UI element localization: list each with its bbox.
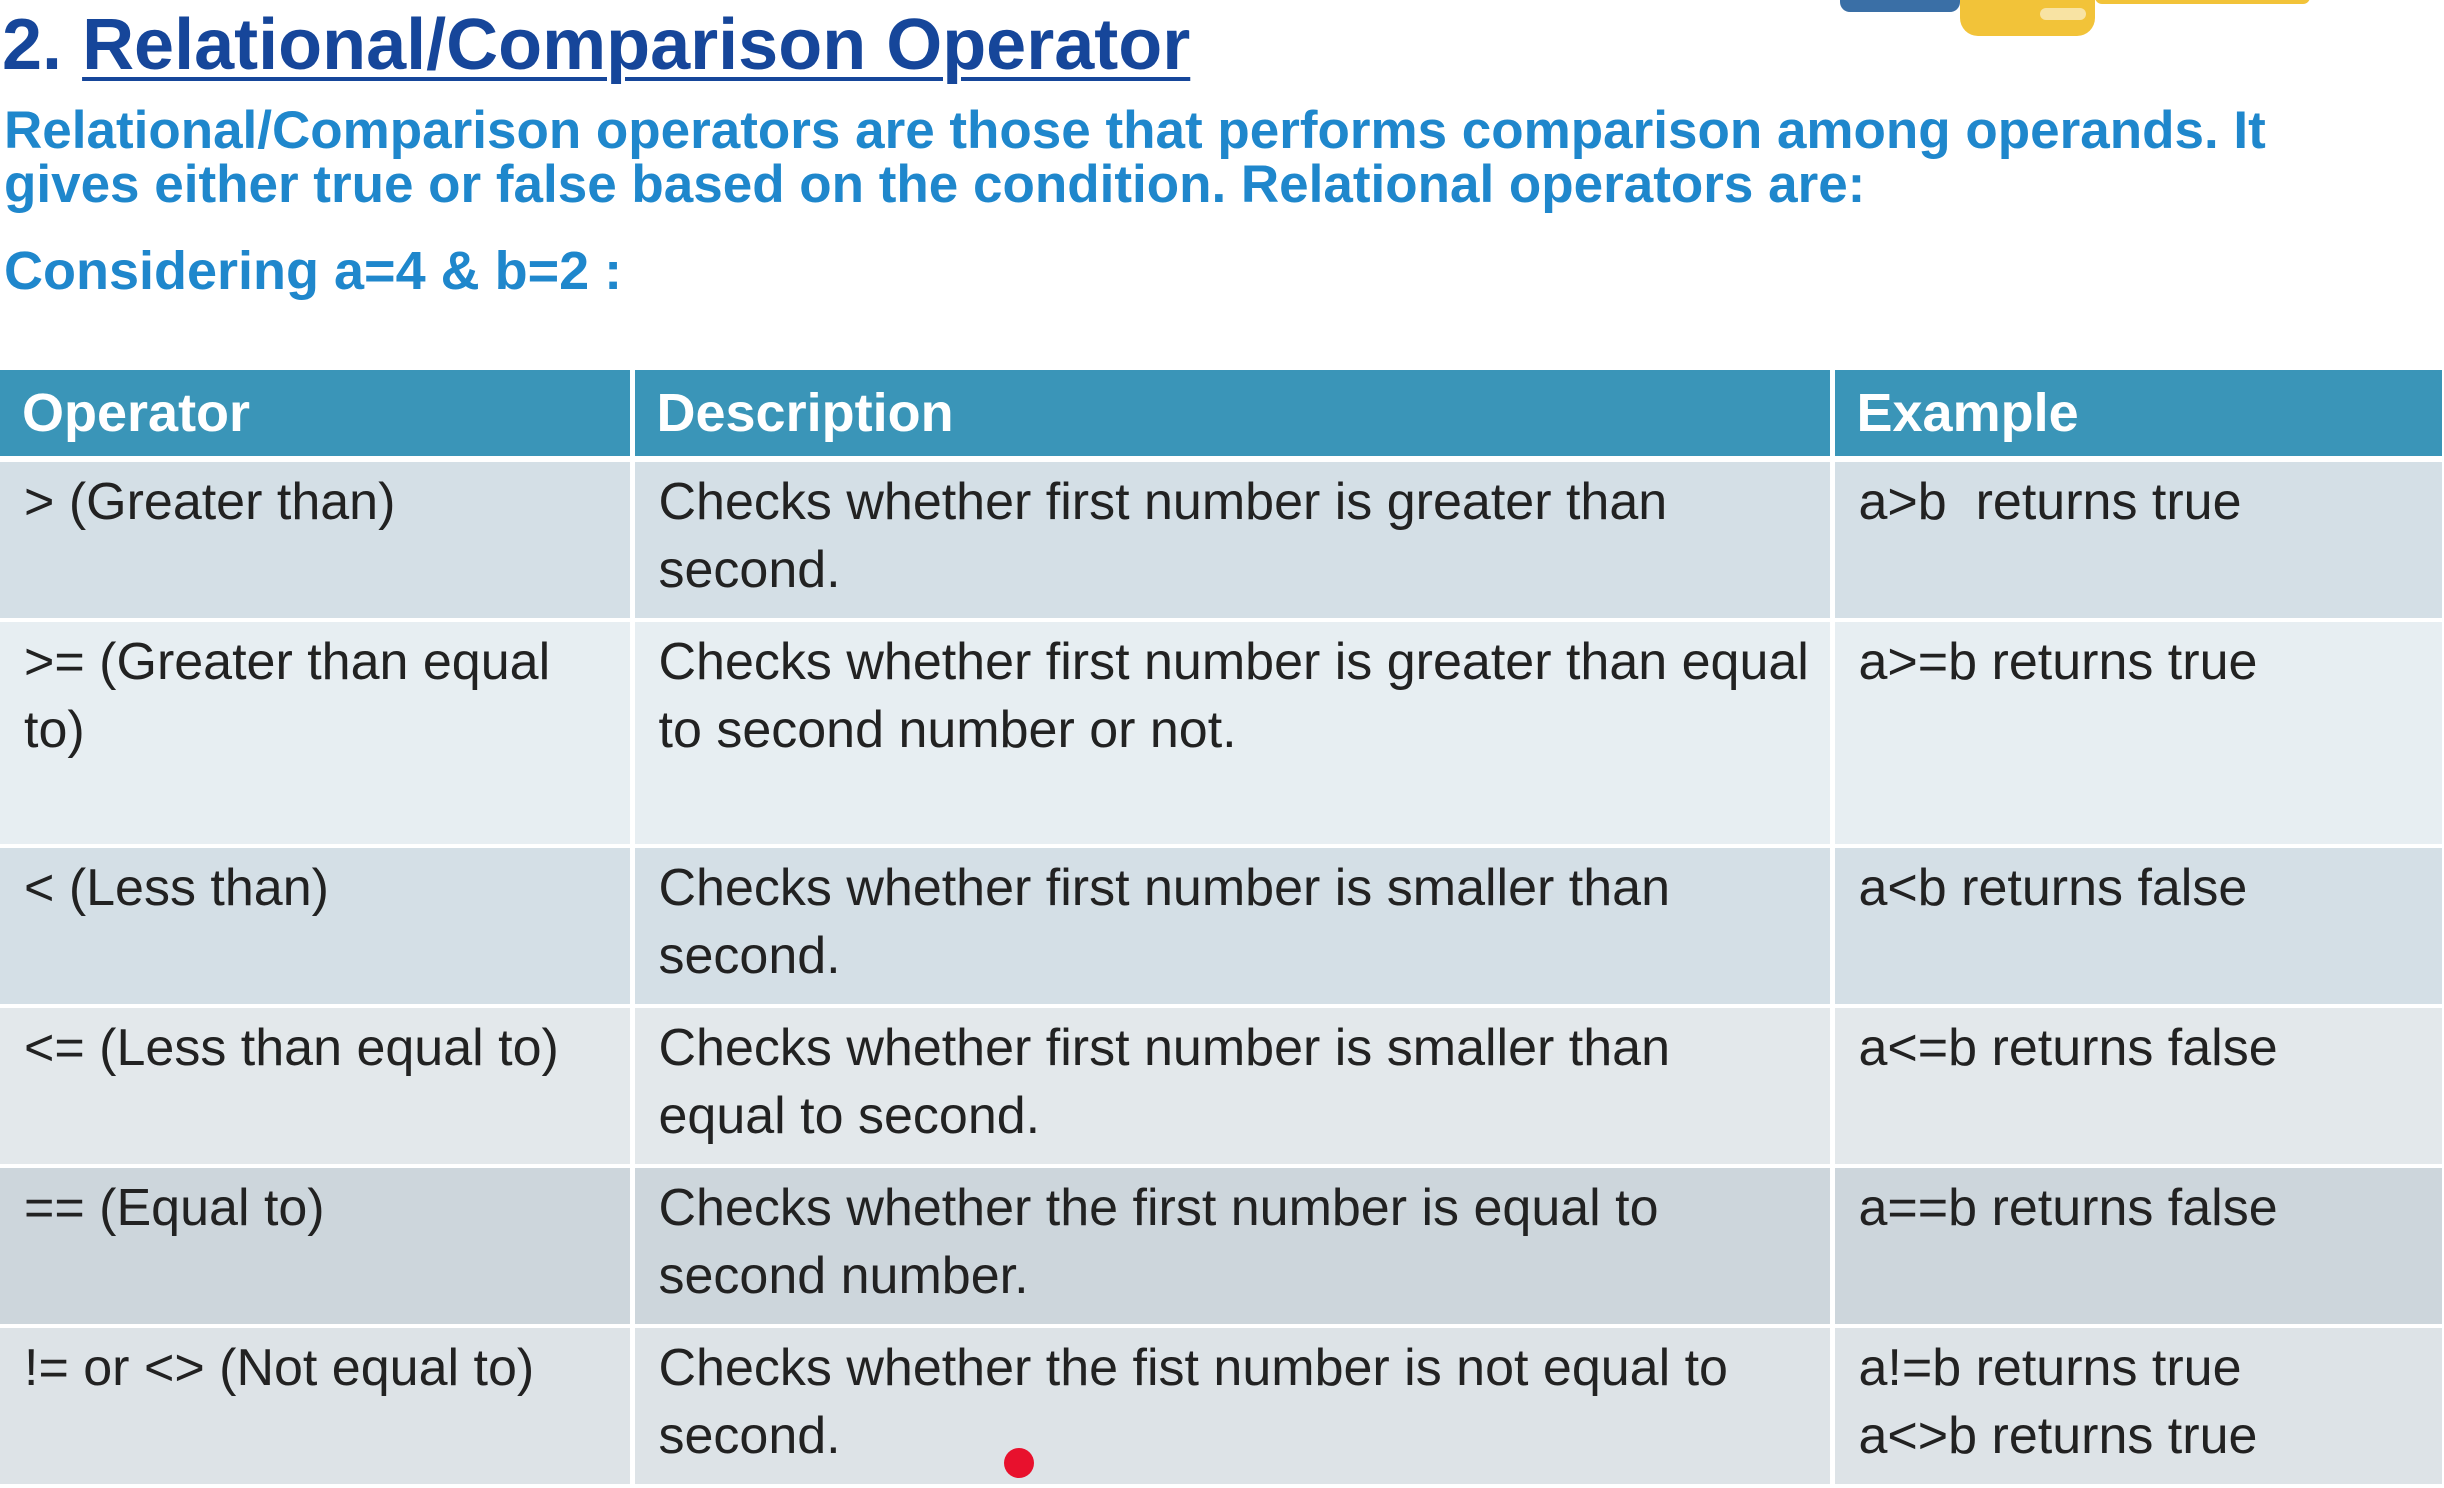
description-cell: Checks whether the first number is equal to second number. [632,1166,1832,1326]
operator-cell: <= (Less than equal to) [0,1006,632,1166]
operator-cell: == (Equal to) [0,1166,632,1326]
table-row [0,846,2444,1006]
example-line: a<b returns false [1858,859,2248,917]
section-title: Relational/Comparison Operator [82,5,1191,85]
description-cell: Checks whether first number is smaller than equal to second. [632,1006,1832,1166]
operator-cell: > (Greater than) [0,459,632,620]
description-cell: Checks whether first number is smaller than second. [632,846,1832,1006]
intro-line-2: gives either true or false based on the condition. Relational operators are: [4,155,1866,214]
example-cell [1832,1006,2444,1166]
table-header-row [0,370,2444,459]
operator-cell: >= (Greater than equal to) [0,620,632,846]
table-row [0,1006,2444,1166]
operator-cell: < (Less than) [0,846,632,1006]
header-description: Description [632,370,1832,459]
example-cell [1832,846,2444,1006]
intro-line-1: Relational/Comparison operators are those that performs comparison among operands. It [4,101,2266,160]
example-cell [1832,1326,2444,1486]
pointer-dot-icon [1004,1448,1034,1478]
example-line: a<>b returns true [1858,1407,2258,1465]
example-line: a!=b returns true [1858,1339,2242,1397]
considering-note: Considering a=4 & b=2 : [4,241,623,301]
header-operator: Operator [0,370,632,459]
header-example: Example [1832,370,2444,459]
example-line: a>=b returns true [1858,633,2258,691]
description-cell: Checks whether first number is greater than second. [632,459,1832,620]
table-row [0,1166,2444,1326]
page-title [2,4,1190,86]
example-cell [1832,1166,2444,1326]
operator-cell: != or <> (Not equal to) [0,1326,632,1486]
description-cell: Checks whether the fist number is not equal to second. [632,1326,1832,1486]
table-row [0,620,2444,846]
example-line: a<=b returns false [1858,1019,2278,1077]
example-line: a==b returns false [1858,1179,2278,1237]
section-number: 2. [2,5,63,85]
example-line: a>b returns true [1858,473,2242,531]
intro-paragraph [4,101,2444,214]
table-row [0,1326,2444,1486]
description-cell: Checks whether first number is greater than equal to second number or not. [632,620,1832,846]
python-logo-icon [1840,0,2310,40]
example-cell [1832,620,2444,846]
example-cell [1832,459,2444,620]
table-row [0,459,2444,620]
operators-table [0,370,2444,1488]
